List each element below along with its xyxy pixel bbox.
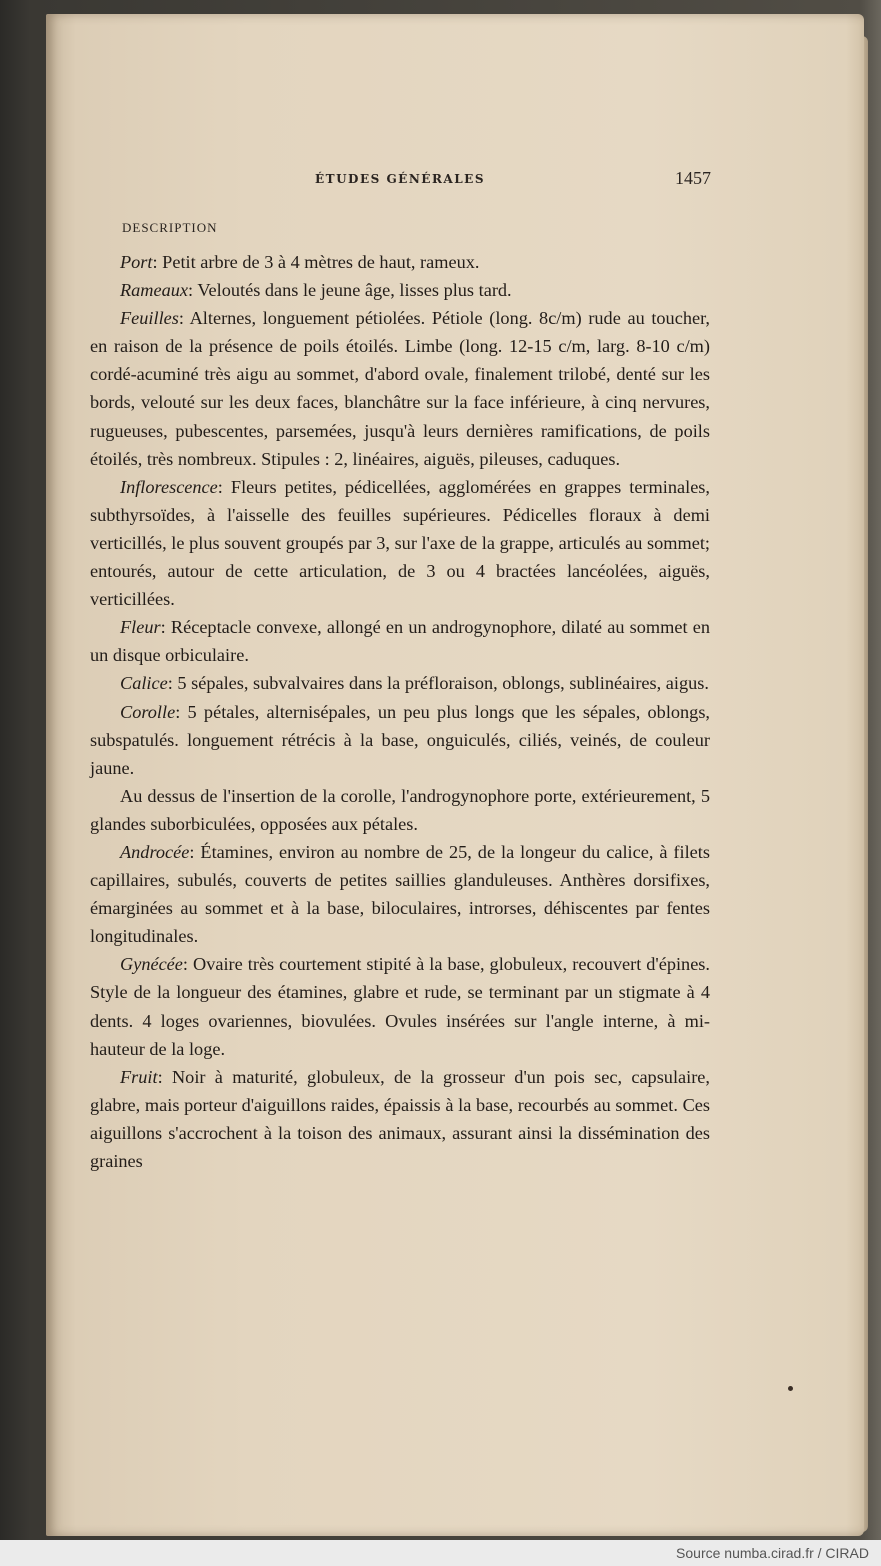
paragraph-inflorescence [90, 473, 710, 613]
paragraph-fleur [90, 613, 710, 669]
paragraph-label: Feuilles [120, 308, 179, 329]
paragraph-text: : Ovaire très courtement stipité à la base, globuleux, recouvert d'épines. Style de la longueur des étamines, glabre et rude, se terminant par un stigmate à 4 dents. 4 loges ovariennes, biovulées. Ovules insérées sur l'angle interne, à mi-hauteur de la loge. [90, 954, 710, 1059]
paragraph-label: Port [120, 252, 153, 272]
paragraph-label: Gynécée [120, 954, 183, 975]
paragraph-calice [90, 669, 710, 697]
paragraph-text: : Réceptacle convexe, allongé en un androgynophore, dilaté au sommet en un disque orbiculaire. [90, 617, 710, 666]
paragraph-text: : Noir à maturité, globuleux, de la grosseur d'un pois sec, capsulaire, glabre, mais porteur d'aiguillons raides, épaissis à la base, recourbés au sommet. Ces aiguillons s'accrochent à la toison des animaux, assurant ainsi la dissémination des graines [90, 1066, 710, 1171]
paragraph-label: Androcée [120, 841, 190, 862]
paragraph-feuilles [90, 304, 710, 473]
paragraph-rameaux [90, 276, 710, 304]
paragraph-text: : 5 pétales, alternisépales, un peu plus longs que les sépales, oblongs, subspatulés. longuement rétrécis à la base, onguiculés, ciliés, veinés, de couleur jaune. [90, 701, 710, 778]
paragraph-androgynophore [90, 782, 710, 838]
source-credit-link[interactable]: Source numba.cirad.fr / CIRAD [676, 1545, 869, 1561]
paragraph-corolle [90, 698, 710, 782]
paragraph-label: Calice [120, 673, 168, 694]
paragraph-fruit [90, 1063, 710, 1175]
paragraph-text: : Fleurs petites, pédicellées, agglomérées en grappes terminales, subthyrsoïdes, à l'aisselle des feuilles supérieures. Pédicelles floraux à demi verticillés, le plus souvent groupés par 3, sur l'axe de la grappe, articulés au sommet; entourés, autour de cette articulation, de 3 ou 4 bractées lancéolées, aiguës, verticillées. [90, 476, 710, 610]
paragraph-label: Inflorescence [120, 476, 218, 497]
section-title: DESCRIPTION [122, 220, 218, 235]
page-number: 1457 [675, 168, 711, 188]
paragraph-text: : Veloutés dans le jeune âge, lisses plus tard. [188, 280, 512, 301]
paragraph-text: Au dessus de l'insertion de la corolle, l'androgynophore porte, extérieurement, 5 glandes suborbiculées, opposées aux pétales. [90, 785, 710, 834]
paragraph-text: : Étamines, environ au nombre de 25, de la longeur du calice, à filets capillaires, subulés, couverts de petites saillies glanduleuses. Anthères dorsifixes, émarginées au sommet et à la base, biloculaires, introrses, déhiscentes par fentes longitudinales. [90, 841, 710, 947]
paragraph-label: Corolle [120, 701, 176, 722]
paragraph-label: Rameaux [120, 280, 189, 301]
paragraph-label: Fruit [120, 1066, 158, 1087]
paragraph-port [90, 248, 710, 276]
paragraph-text: : Alternes, longuement pétiolées. Pétiole (long. 8c/m) rude au toucher, en raison de la présence de poils étoilés. Limbe (long. 12-15 c/m, larg. 8-10 c/m) cordé-acuminé très aigu au sommet, d'abord ovale, finalement trilobé, denté sur les bords, velouté sur les deux faces, blanchâtre sur la face inférieure, à cinq nervures, rugueuses, pubescentes, parsemées, jusqu'à leurs dernières ramifications, de poils étoilés, très nombreux. Stipules : 2, linéaires, aiguës, pileuses, caduques. [90, 308, 710, 469]
paragraph-label: Fleur [120, 617, 161, 638]
ink-speck [788, 1386, 793, 1391]
paragraph-gynecee [90, 950, 710, 1062]
paragraph-text: : Petit arbre de 3 à 4 mètres de haut, rameux. [152, 252, 480, 272]
paragraph-text: : 5 sépales, subvalvaires dans la préfloraison, oblongs, sublinéaires, aigus. [167, 673, 709, 694]
body-text [90, 248, 710, 1175]
running-head: ÉTUDES GÉNÉRALES [315, 172, 485, 186]
paragraph-androcee [90, 838, 710, 950]
